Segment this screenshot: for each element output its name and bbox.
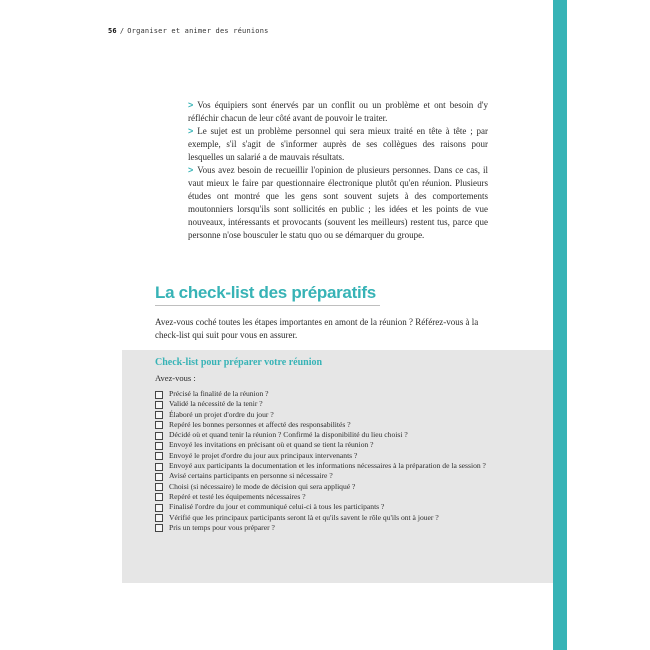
- checklist-item: [155, 471, 490, 481]
- section-divider: [155, 305, 380, 306]
- checklist-item-text: Repéré et testé les équipements nécessaires ?: [169, 491, 306, 501]
- page-number: 56: [108, 27, 117, 35]
- checklist-item-text: Vérifié que les principaux participants seront là et qu'ils savent le rôle qu'ils ont à jouer ?: [169, 512, 439, 522]
- checklist-item: [155, 492, 490, 502]
- checklist-item: [155, 440, 490, 450]
- checklist-item: [155, 430, 490, 440]
- checkbox-icon: [155, 504, 163, 512]
- checkbox-icon: [155, 401, 163, 409]
- checklist: [155, 389, 490, 533]
- bullet-item: [188, 164, 488, 242]
- checkbox-icon: [155, 524, 163, 532]
- bullet-text: Le sujet est un problème personnel qui sera mieux traité en tête à tête ; par exemple, s'il s'agit de s'informer auprès de ses collègues des raisons pour lesquelles un salarié a de mauvais résultats.: [188, 126, 488, 162]
- checkbox-icon: [155, 411, 163, 419]
- checklist-item-text: Repéré les bonnes personnes et affecté des responsabilités ?: [169, 419, 351, 429]
- checkbox-icon: [155, 442, 163, 450]
- teal-edge-bar: [553, 0, 567, 650]
- running-title: Organiser et animer des réunions: [127, 27, 269, 35]
- chevron-right-icon: >: [188, 100, 194, 110]
- checklist-item-text: Envoyé le projet d'ordre du jour aux principaux intervenants ?: [169, 450, 358, 460]
- checklist-item: [155, 410, 490, 420]
- bullet-item: [188, 125, 488, 164]
- checkbox-icon: [155, 493, 163, 501]
- checklist-item-text: Finalisé l'ordre du jour et communiqué celui-ci à tous les participants ?: [169, 502, 385, 512]
- running-header: [108, 27, 269, 35]
- checkbox-icon: [155, 473, 163, 481]
- checklist-item: [155, 389, 490, 399]
- bullet-text: Vos équipiers sont énervés par un conflit ou un problème et ont besoin d'y réfléchir chacun de leur côté avant de pouvoir le traiter.: [188, 100, 488, 123]
- checkbox-icon: [155, 452, 163, 460]
- checklist-subtitle: Avez-vous :: [155, 373, 196, 383]
- bullet-list: [188, 99, 488, 242]
- bullet-item: [188, 99, 488, 125]
- checklist-item: [155, 502, 490, 512]
- checklist-item-text: Validé la nécessité de la tenir ?: [169, 399, 263, 409]
- checkbox-icon: [155, 421, 163, 429]
- checklist-item-text: Précisé la finalité de la réunion ?: [169, 389, 269, 398]
- checklist-item: [155, 451, 490, 461]
- checklist-item-text: Choisi (si nécessaire) le mode de décision qui sera appliqué ?: [169, 481, 356, 491]
- checklist-item: [155, 420, 490, 430]
- header-separator: /: [119, 27, 125, 35]
- checklist-item: [155, 482, 490, 492]
- checklist-item-text: Pris un temps pour vous préparer ?: [169, 522, 275, 532]
- checkbox-icon: [155, 514, 163, 522]
- checkbox-icon: [155, 483, 163, 491]
- checklist-item-text: Avisé certains participants en personne si nécessaire ?: [169, 471, 333, 481]
- checklist-title: Check-list pour préparer votre réunion: [155, 357, 323, 368]
- checkbox-icon: [155, 391, 163, 399]
- bullet-text: Vous avez besoin de recueillir l'opinion de plusieurs personnes. Dans ce cas, il vaut mieux le faire par questionnaire électronique plutôt qu'en réunion. Plusieurs études ont montré que les gens sont souvent sujets à des comportements moutonniers lorsqu'ils sont sollicités en public ; les idées et les points de vue nouveaux, intéressants et provocants (souvent les meilleurs) restent tus, parce que personne n'ose bousculer le statu quo ou se démarquer du groupe.: [188, 165, 488, 240]
- section-title: La check-list des préparatifs: [155, 283, 376, 302]
- checklist-item-text: Envoyé aux participants la documentation et les informations nécessaires à la préparation de la session ?: [169, 461, 486, 471]
- checklist-item: [155, 461, 490, 471]
- checklist-item-text: Décidé où et quand tenir la réunion ? Confirmé la disponibilité du lieu choisi ?: [169, 430, 408, 440]
- checkbox-icon: [155, 463, 163, 471]
- checklist-item: [155, 399, 490, 409]
- checklist-item: [155, 523, 490, 533]
- checklist-item-text: Envoyé les invitations en précisant où et quand se tient la réunion ?: [169, 440, 374, 450]
- checkbox-icon: [155, 432, 163, 440]
- checklist-item: [155, 513, 490, 523]
- checklist-item-text: Élaboré un projet d'ordre du jour ?: [169, 409, 274, 419]
- section-intro: Avez-vous coché toutes les étapes importantes en amont de la réunion ? Référez-vous à la check-list qui suit pour vous en assurer.: [155, 317, 479, 340]
- chevron-right-icon: >: [188, 126, 194, 136]
- chevron-right-icon: >: [188, 165, 194, 175]
